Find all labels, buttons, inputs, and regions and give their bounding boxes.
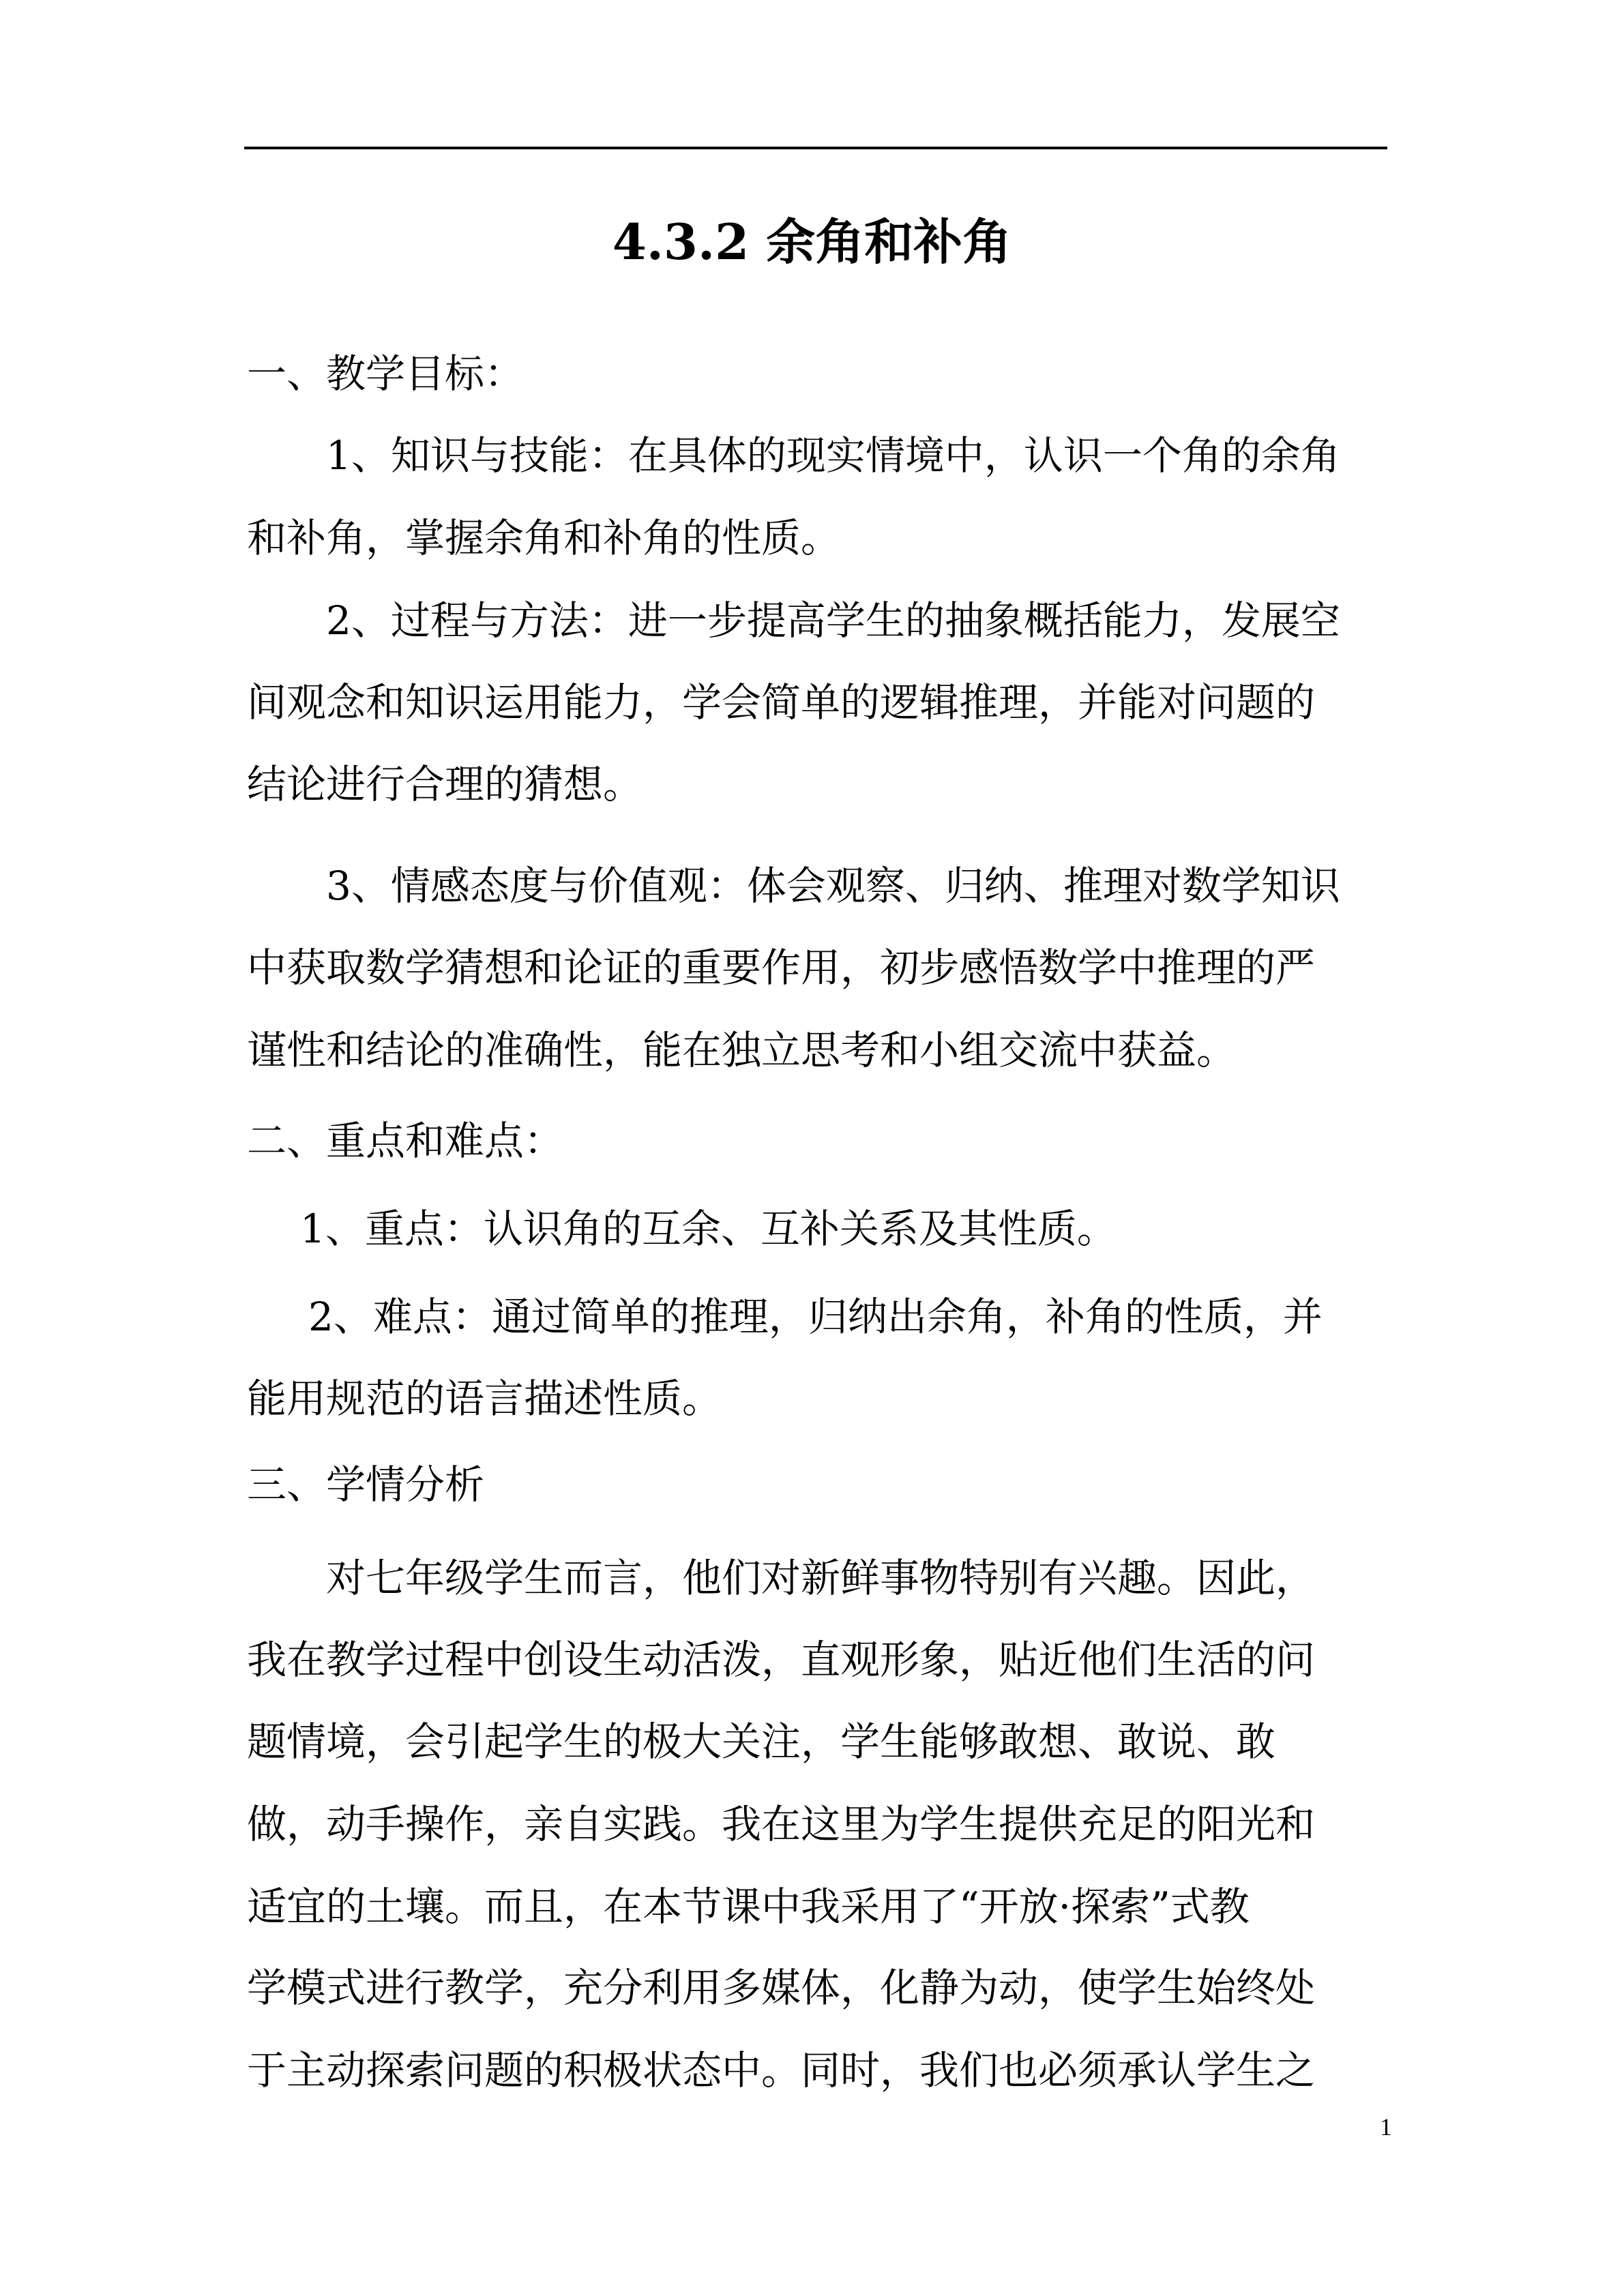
- paragraph-line: 1、重点：认识角的互余、互补关系及其性质。: [300, 1206, 1117, 1252]
- section-heading-objectives: 一、教学目标：: [247, 351, 525, 397]
- paragraph-line: 间观念和知识运用能力，学会简单的逻辑推理，并能对问题的: [247, 679, 1316, 726]
- paragraph-line: 能用规范的语言描述性质。: [247, 1375, 722, 1422]
- paragraph-line: 中获取数学猜想和论证的重要作用，初步感悟数学中推理的严: [247, 944, 1316, 991]
- document-title: 4.3.2 余角和补角: [612, 213, 1012, 271]
- paragraph-line: 于主动探索问题的积极状态中。同时，我们也必须承认学生之: [247, 2047, 1316, 2093]
- paragraph-line: 和补角，掌握余角和补角的性质。: [247, 515, 841, 561]
- paragraph-line: 1、知识与技能：在具体的现实情境中，认识一个角的余角: [326, 432, 1340, 479]
- paragraph-line: 做，动手操作，亲自实践。我在这里为学生提供充足的阳光和: [247, 1801, 1316, 1847]
- section-heading-analysis: 三、学情分析: [247, 1461, 485, 1508]
- paragraph-line: 谨性和结论的准确性，能在独立思考和小组交流中获益。: [247, 1027, 1237, 1073]
- paragraph-line: 对七年级学生而言，他们对新鲜事物特别有兴趣。因此，: [326, 1555, 1316, 1601]
- paragraph-line: 适宜的土壤。而且，在本节课中我采用了“开放·探索”式教: [247, 1883, 1250, 1930]
- paragraph-line: 2、难点：通过简单的推理，归纳出余角，补角的性质，并: [308, 1294, 1323, 1340]
- paragraph-line: 我在教学过程中创设生动活泼，直观形象，贴近他们生活的问: [247, 1637, 1316, 1683]
- paragraph-line: 2、过程与方法：进一步提高学生的抽象概括能力，发展空: [326, 597, 1340, 644]
- paragraph-line: 结论进行合理的猜想。: [247, 761, 643, 807]
- paragraph-line: 3、情感态度与价值观：体会观察、归纳、推理对数学知识: [326, 863, 1340, 909]
- paragraph-line: 学模式进行教学，充分利用多媒体，化静为动，使学生始终处: [247, 1965, 1316, 2011]
- header-rule: [244, 147, 1387, 149]
- page-number: 1: [1380, 2113, 1392, 2141]
- paragraph-line: 题情境，会引起学生的极大关注，学生能够敢想、敢说、敢: [247, 1718, 1276, 1765]
- section-heading-key-points: 二、重点和难点：: [247, 1118, 564, 1164]
